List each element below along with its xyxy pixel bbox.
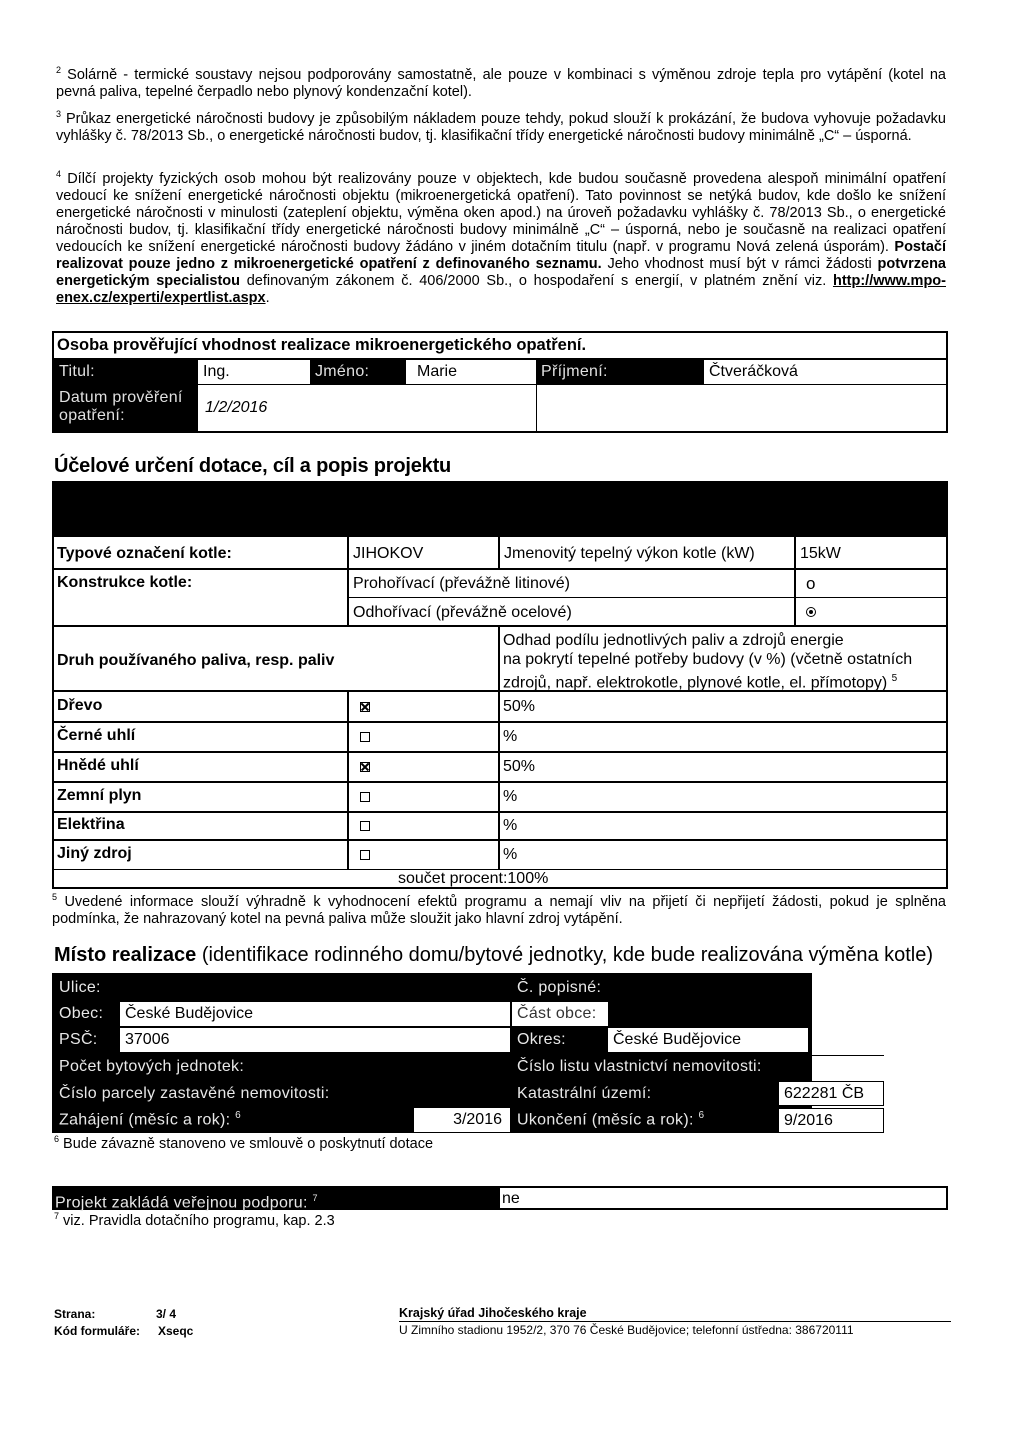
footnote-text: Jeho vhodnost musí být v rámci žádosti <box>607 255 872 272</box>
form-code-label: Kód formuláře: <box>54 1324 141 1338</box>
footnote-emphasis: Postačí realizovat pouze jedno z mikroenergetické opatření z definovaného seznamu. <box>56 238 946 272</box>
form-code: Xseqc <box>158 1324 194 1338</box>
fuel-checkbox[interactable] <box>360 821 370 831</box>
footnote-text: definovaným zákonem č. 406/2000 Sb., o hospodaření s energií, v platném znění viz. <box>246 272 827 289</box>
verifier-header: Osoba prověřující vhodnost realizace mikroenergetického opatření. <box>57 336 587 354</box>
title-field[interactable]: Ing. <box>203 363 230 380</box>
construction-option-1: Prohořívací (převážně litinové) <box>353 575 570 592</box>
location-title: Místo realizace (identifikace rodinného domu/bytové jednotky, kde bude realizována výměna kotle) <box>54 944 934 966</box>
footnote-period: . <box>265 289 270 306</box>
power-label: Jmenovitý tepelný výkon kotle (kW) <box>504 545 755 562</box>
purpose-description-redacted <box>52 481 948 537</box>
power-field[interactable]: 15kW <box>800 545 841 562</box>
county-label: Okres: <box>517 1031 566 1048</box>
boiler-type-field[interactable]: JIHOKOV <box>353 545 424 562</box>
footnote-mark: 2 <box>56 65 62 75</box>
boiler-type-label: Typové označení kotle: <box>57 545 232 562</box>
street-field-redacted[interactable] <box>118 974 510 1000</box>
footnote-emphasis: potvrzena energetickým specialistou <box>56 255 946 289</box>
name-field[interactable]: Marie <box>417 363 458 380</box>
fuel-name: Elektřina <box>57 816 125 833</box>
construction-option-1-mark[interactable]: o <box>806 574 816 593</box>
footnote-text: Uvedené informace slouží výhradně k vyhodnocení efektů programu a nemají vliv na přijetí či nepřijetí žádosti, pokud je splněna podmínka, že nahrazovaný kotel na pevná paliva může sloužit jako hlavní zdroj vytápění. <box>52 893 946 927</box>
footnote-text: Solárně - termické soustavy nejsou podporovány samostatně, ale pouze v kombinaci s výměnou zdroje tepla pro vytápění (kotel na pevná paliva, tepelné čerpadlo nebo plynový kondenzační kotel). <box>56 66 946 100</box>
city-field[interactable]: České Budějovice <box>120 1002 510 1026</box>
fuel-label: Druh používaného paliva, resp. paliv <box>57 652 335 669</box>
house-no-label: Č. popisné: <box>517 979 602 996</box>
district-part-label: Část obce: <box>512 1002 608 1026</box>
footnote-mark: 3 <box>56 109 62 119</box>
public-support-field[interactable]: ne <box>498 1186 948 1210</box>
footnote-3 <box>56 106 946 145</box>
fuel-name: Dřevo <box>57 697 103 714</box>
fuel-checkbox[interactable] <box>360 732 370 742</box>
construction-label: Konstrukce kotle: <box>57 574 193 591</box>
date-label: Datum prověření opatření: <box>54 385 198 431</box>
footnote-mark: 5 <box>52 892 58 902</box>
fuel-checkbox[interactable] <box>360 792 370 802</box>
ownership-label: Číslo listu vlastnictví nemovitosti: <box>517 1058 762 1075</box>
footnote-mark: 4 <box>56 169 62 179</box>
end-label: Ukončení (měsíc a rok): $^6$ <box>517 1110 705 1129</box>
footnote-7: $^7$ viz. Pravidla dotačního programu, kap. 2.3 <box>54 1211 335 1229</box>
footnote-5 <box>52 889 946 928</box>
surname-field[interactable]: Čtveráčková <box>709 363 798 380</box>
street-label: Ulice: <box>59 979 101 996</box>
parcel-label: Číslo parcely zastavěné nemovitosti: <box>59 1085 330 1102</box>
fuel-percent[interactable]: % <box>503 817 518 834</box>
page-number: 3/ 4 <box>156 1307 177 1321</box>
expert-list-link[interactable]: http://www.mpo-enex.cz/experti/expertlist.aspx <box>56 272 946 306</box>
fuel-name: Černé uhlí <box>57 727 136 744</box>
footnote-2 <box>56 62 946 101</box>
footnote-text: Dílčí projekty fyzických osob mohou být realizovány pouze v objektech, kde budou současně provedena alespoň minimální opatření vedoucí ke snížení energetické náročnosti objektu (mikroenergetická opatření). Tato povinnost se netýká budov, kde došlo ke snížení energetické náročnosti v minulosti (zateplení objektu, výměna oken apod.) na úroveň požadavku vyhlášky č. 78/2013 Sb., o energetické náročnosti budov, tj. klasifikační třídy energetické náročnosti budovy minimálně „C“ – úsporná, nebo je současně na realizaci opatření vedoucích ke snížení energetické náročnosti budovy žádáno v jiném dotačním titulu (např. v programu Nová zelená úsporám). <box>56 170 947 255</box>
construction-radio-2[interactable] <box>806 607 816 617</box>
parcel-field-redacted[interactable] <box>414 1080 510 1106</box>
date-field[interactable]: 1/2/2016 <box>205 399 268 416</box>
public-support-label: Projekt zakládá veřejnou podporu: $^7$ <box>52 1186 498 1210</box>
end-field[interactable]: 9/2016 <box>778 1108 884 1133</box>
footnote-4 <box>56 166 946 307</box>
start-field[interactable]: 3/2016 <box>414 1108 510 1132</box>
fuel-name: Jiný zdroj <box>57 845 132 862</box>
city-label: Obec: <box>59 1005 104 1022</box>
county-field[interactable]: České Budějovice <box>608 1028 808 1052</box>
construction-option-2: Odhořívací (převážně ocelové) <box>353 604 572 621</box>
fuel-name: Hnědé uhlí <box>57 757 139 774</box>
units-field-redacted[interactable] <box>412 1054 512 1080</box>
footnote-6: $^6$ Bude závazně stanoveno ve smlouvě o poskytnutí dotace <box>54 1134 434 1152</box>
units-label: Počet bytových jednotek: <box>59 1058 245 1075</box>
zip-field[interactable]: 37006 <box>120 1028 510 1052</box>
fuel-checkbox[interactable] <box>360 702 370 712</box>
office-address: U Zimního stadionu 1952/2, 370 76 České Budějovice; telefonní ústředna: 386720111 <box>399 1323 854 1337</box>
purpose-title: Účelové určení dotace, cíl a popis projektu <box>54 455 452 477</box>
footnote-text: Průkaz energetické náročnosti budovy je způsobilým nákladem pouze tehdy, pokud slouží k prokázání, že budova vyhovuje požadavku vyhlášky č. 78/2013 Sb., o energetické náročnosti budov, tj. klasifikační třídy energetické náročnosti budovy minimálně „C“ – úsporná. <box>56 110 946 144</box>
start-label: Zahájení (měsíc a rok): $^6$ <box>59 1110 242 1129</box>
fuel-name: Zemní plyn <box>57 787 142 804</box>
office-name: Krajský úřad Jihočeského kraje <box>399 1306 587 1320</box>
fuel-checkbox[interactable] <box>360 762 370 772</box>
estimate-header: Odhad podílu jednotlivých paliv a zdrojů energie na pokrytí tepelné potřeby budovy (v %) (včetně ostatních zdrojů, např. elektrokotle, plynové kotle, el. přímotopy) $^5$ <box>503 632 913 692</box>
zip-label: PSČ: <box>59 1031 98 1048</box>
fuel-percent[interactable]: % <box>503 846 518 863</box>
page-label: Strana: <box>54 1307 96 1321</box>
cadastre-label: Katastrální území: <box>517 1085 652 1102</box>
surname-label: Příjmení: <box>536 360 704 384</box>
name-label: Jméno: <box>310 360 406 384</box>
percent-sum: součet procent:100% <box>398 870 549 887</box>
fuel-percent[interactable]: % <box>503 728 518 745</box>
fuel-percent[interactable]: 50% <box>503 758 536 775</box>
title-label: Titul: <box>54 360 198 384</box>
fuel-percent[interactable]: 50% <box>503 698 536 715</box>
fuel-checkbox[interactable] <box>360 850 370 860</box>
fuel-percent[interactable]: % <box>503 788 518 805</box>
cadastre-field[interactable]: 622281 ČB <box>778 1081 884 1106</box>
